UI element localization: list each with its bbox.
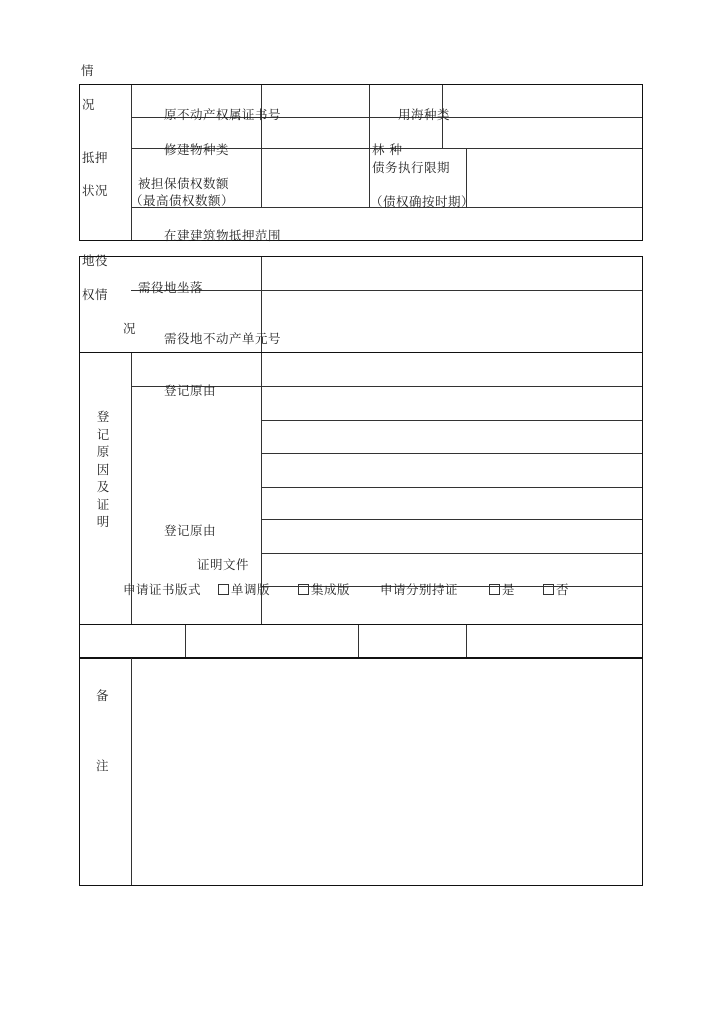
vertical-char: 及 bbox=[96, 479, 110, 494]
option-label: 是 bbox=[502, 582, 516, 597]
divider bbox=[80, 352, 642, 353]
divider bbox=[131, 290, 642, 291]
sea-use-type-label: 用海种类 bbox=[398, 107, 451, 122]
registration-reason-label-2: 登记原由 bbox=[164, 523, 217, 538]
single-format-option[interactable] bbox=[218, 583, 270, 597]
divider bbox=[131, 658, 132, 885]
section-b-left-label-3: 况 bbox=[123, 321, 137, 336]
divider bbox=[131, 85, 132, 240]
divider bbox=[466, 625, 467, 658]
section-b-left-label-2: 权情 bbox=[82, 287, 109, 302]
divider bbox=[185, 625, 186, 658]
section-b-left-label-1: 地役 bbox=[82, 253, 109, 268]
proof-document-label: 证明文件 bbox=[197, 557, 250, 572]
orig-cert-no-label: 原不动产权属证书号 bbox=[164, 107, 282, 122]
divider bbox=[261, 420, 642, 421]
remarks-table bbox=[79, 657, 643, 886]
option-label: 单调版 bbox=[231, 582, 271, 597]
signature-row bbox=[79, 624, 643, 659]
divider bbox=[261, 519, 642, 520]
divider bbox=[261, 487, 642, 488]
integrated-format-option[interactable] bbox=[298, 583, 350, 597]
checkbox-icon[interactable] bbox=[543, 584, 554, 595]
checkbox-icon[interactable] bbox=[489, 584, 500, 595]
vertical-char: 证 bbox=[96, 496, 110, 512]
divider bbox=[261, 553, 642, 554]
servient-unit-no-label: 需役地不动产单元号 bbox=[164, 331, 282, 346]
cert-format-label: 申请证书版式 bbox=[123, 582, 202, 597]
structure-type-label: 修建物种类 bbox=[164, 142, 230, 157]
divider bbox=[369, 85, 370, 207]
vertical-char: 登 bbox=[96, 409, 110, 424]
yes-option[interactable] bbox=[489, 583, 515, 597]
vertical-char: 因 bbox=[96, 461, 110, 477]
max-amount-label: （最高债权数额） bbox=[130, 193, 235, 208]
servient-location-label: 需役地坐落 bbox=[138, 280, 204, 295]
servitude-table bbox=[79, 253, 643, 625]
vertical-char: 原 bbox=[96, 444, 110, 459]
vertical-char: 明 bbox=[96, 514, 110, 529]
separate-cert-label: 申请分别持证 bbox=[380, 582, 459, 597]
forest-type-label: 林 种 bbox=[372, 142, 403, 157]
debt-period-label: 债务执行限期 bbox=[372, 160, 451, 175]
no-option[interactable] bbox=[543, 583, 569, 597]
section-a-left-label-2: 抵押 bbox=[82, 150, 109, 165]
divider bbox=[358, 625, 359, 658]
section-a-left-label-1: 况 bbox=[82, 97, 96, 112]
secured-amount-label: 被担保债权数额 bbox=[138, 176, 230, 191]
divider bbox=[261, 257, 262, 624]
divider bbox=[261, 85, 262, 207]
construction-scope-label: 在建建筑物抵押范围 bbox=[164, 228, 282, 243]
vertical-char: 记 bbox=[96, 426, 110, 442]
claim-period-label: （债权确按时期） bbox=[370, 194, 475, 209]
divider bbox=[261, 453, 642, 454]
remark-label-1: 备 bbox=[96, 688, 110, 703]
section-a-top-label: 情 bbox=[81, 63, 95, 78]
checkbox-icon[interactable] bbox=[218, 584, 229, 595]
remark-label-2: 注 bbox=[96, 758, 110, 773]
registration-reason-label-1: 登记原由 bbox=[164, 383, 217, 398]
option-label: 集成版 bbox=[311, 582, 351, 597]
section-a-left-label-3: 状况 bbox=[82, 183, 109, 198]
checkbox-icon[interactable] bbox=[298, 584, 309, 595]
option-label: 否 bbox=[556, 582, 570, 597]
